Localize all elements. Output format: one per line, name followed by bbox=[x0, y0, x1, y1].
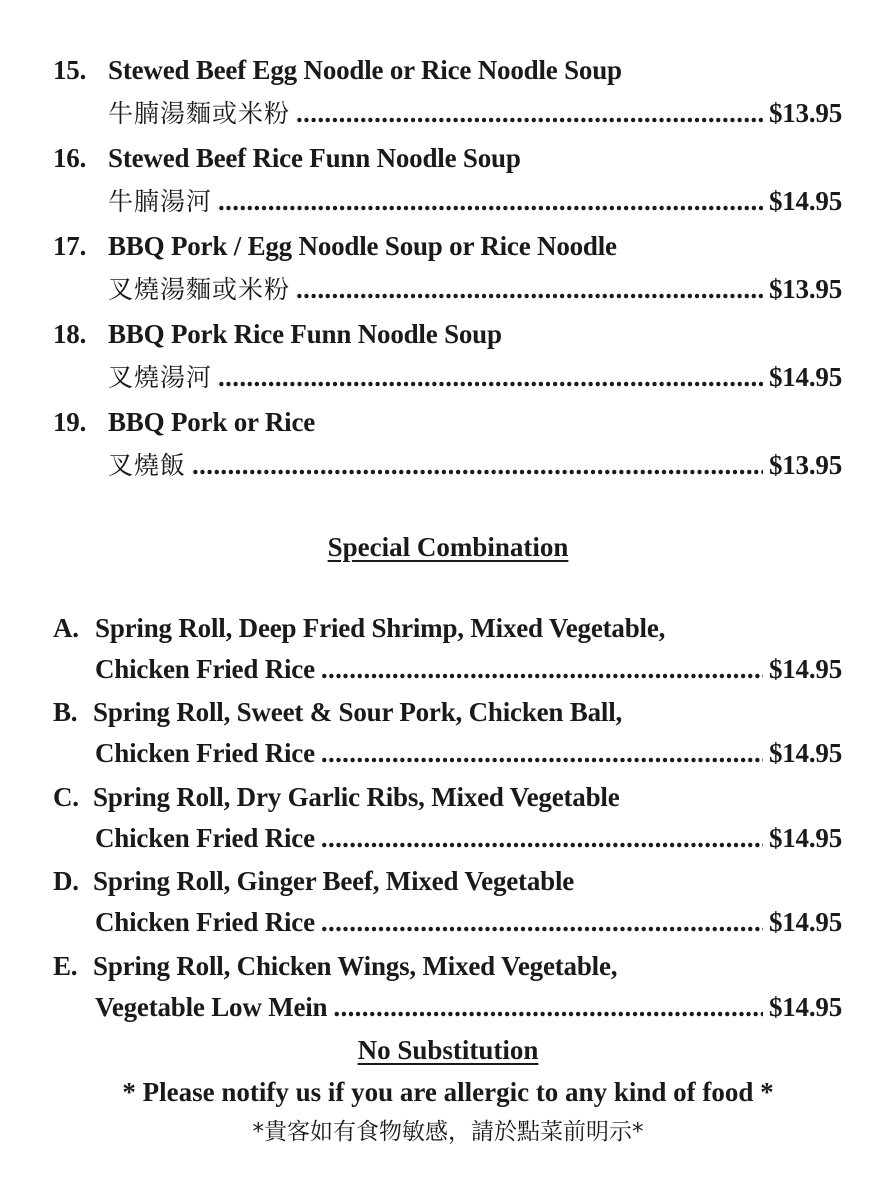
dot-leader bbox=[321, 736, 763, 770]
combo-line-2: Vegetable Low Mein bbox=[95, 992, 328, 1022]
item-name-en: Stewed Beef Rice Funn Noodle Soup bbox=[108, 143, 521, 173]
combo-letter: E. bbox=[53, 951, 78, 981]
allergy-note-en: * Please notify us if you are allergic to any kind of food * bbox=[122, 1077, 774, 1107]
combo-letter: A. bbox=[53, 613, 79, 643]
allergy-note-zh: *貴客如有食物敏感，請於點菜前明示* bbox=[252, 1119, 644, 1145]
combo-price: $14.95 bbox=[768, 654, 842, 684]
dot-leader bbox=[333, 990, 763, 1024]
section-heading-text: Special Combination bbox=[327, 532, 569, 562]
item-price: $13.95 bbox=[768, 98, 842, 128]
combo-line-2: Chicken Fried Rice bbox=[95, 907, 315, 937]
combo-line-2: Chicken Fried Rice bbox=[95, 654, 315, 684]
item-price: $14.95 bbox=[768, 186, 842, 216]
combo-line-2: Chicken Fried Rice bbox=[95, 823, 315, 853]
item-name-en: BBQ Pork / Egg Noodle Soup or Rice Noodle bbox=[108, 231, 617, 261]
combo-price: $14.95 bbox=[768, 738, 842, 768]
combo-letter: C. bbox=[53, 782, 79, 812]
item-name-zh: 叉燒湯河 bbox=[108, 363, 213, 392]
dot-leader bbox=[218, 360, 763, 394]
dot-leader bbox=[321, 652, 763, 686]
item-number: 17. bbox=[53, 231, 87, 261]
combo-line-1: Spring Roll, Sweet & Sour Pork, Chicken Ball, bbox=[93, 697, 623, 727]
dot-leader bbox=[192, 448, 763, 482]
dot-leader bbox=[296, 272, 763, 306]
item-number: 16. bbox=[53, 143, 87, 173]
combo-letter: D. bbox=[53, 866, 79, 896]
combo-letter: B. bbox=[53, 697, 78, 727]
dot-leader bbox=[296, 96, 763, 130]
item-price: $13.95 bbox=[768, 274, 842, 304]
combo-line-1: Spring Roll, Deep Fried Shrimp, Mixed Vegetable, bbox=[95, 613, 666, 643]
no-substitution-note bbox=[0, 1033, 896, 1067]
item-name-en: BBQ Pork or Rice bbox=[108, 407, 316, 437]
combo-line-1: Spring Roll, Dry Garlic Ribs, Mixed Vegetable bbox=[93, 782, 620, 812]
item-name-en: Stewed Beef Egg Noodle or Rice Noodle Soup bbox=[108, 55, 622, 85]
combo-price: $14.95 bbox=[768, 907, 842, 937]
combo-price: $14.95 bbox=[768, 992, 842, 1022]
item-number: 18. bbox=[53, 319, 87, 349]
combo-line-1: Spring Roll, Ginger Beef, Mixed Vegetable bbox=[93, 866, 575, 896]
dot-leader bbox=[321, 905, 763, 939]
item-name-zh: 叉燒飯 bbox=[108, 451, 187, 480]
dot-leader bbox=[321, 821, 763, 855]
combo-line-2: Chicken Fried Rice bbox=[95, 738, 315, 768]
section-heading bbox=[0, 530, 896, 564]
combo-line-1: Spring Roll, Chicken Wings, Mixed Vegetable, bbox=[93, 951, 618, 981]
item-name-zh: 叉燒湯麵或米粉 bbox=[108, 275, 291, 304]
item-number: 15. bbox=[53, 55, 87, 85]
combo-price: $14.95 bbox=[768, 823, 842, 853]
item-number: 19. bbox=[53, 407, 87, 437]
item-price: $14.95 bbox=[768, 362, 842, 392]
item-name-zh: 牛腩湯麵或米粉 bbox=[108, 99, 291, 128]
item-name-en: BBQ Pork Rice Funn Noodle Soup bbox=[108, 319, 502, 349]
dot-leader bbox=[218, 184, 763, 218]
item-name-zh: 牛腩湯河 bbox=[108, 187, 213, 216]
no-substitution-text: No Substitution bbox=[357, 1035, 539, 1065]
item-price: $13.95 bbox=[768, 450, 842, 480]
